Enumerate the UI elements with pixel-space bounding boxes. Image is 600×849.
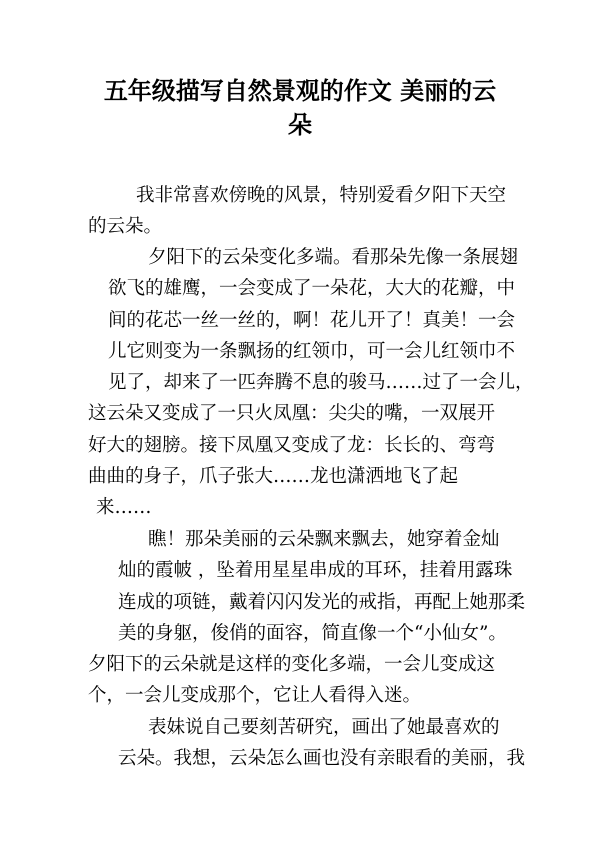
text-line: 连成的项链，戴着闪闪发光的戒指，再配上她那柔 [118, 591, 526, 613]
text-line: 间的花芯一丝一丝的，啊！花儿开了！真美！一会 [108, 309, 516, 331]
text-line: 见了，却来了一匹奔腾不息的骏马……过了一会儿， [108, 372, 534, 394]
text-line: 曲曲的身子，爪子张大……龙也潇洒地飞了起 [88, 466, 459, 488]
text-line: 我非常喜欢傍晚的风景，特别爱看夕阳下天空 [136, 185, 507, 206]
text-line: 云朵。我想，云朵怎么画也没有亲眼看的美丽，我 [118, 748, 526, 770]
text-line: 表妹说自己要刻苦研究，画出了她最喜欢的 [148, 717, 500, 738]
text-line: 好大的翅膀。接下凤凰又变成了龙：长长的、弯弯 [88, 434, 496, 456]
title-line-2: 朵 [288, 111, 312, 139]
text-line: 儿它则变为一条飘扬的红领巾，可一会儿红领巾不 [108, 340, 516, 362]
paragraph-2 [88, 242, 534, 524]
text-line: 来…… [96, 497, 152, 519]
text-line: 瞧！那朵美丽的云朵飘来飘去，她穿着金灿 [148, 529, 500, 550]
text-line: 灿的霞帔 ，坠着用星星串成的耳环，挂着用露珠 [118, 560, 513, 582]
title-line-1: 五年级描写自然景观的作文 美丽的云 [103, 77, 497, 105]
text-line: 美的身躯，俊俏的面容，简直像一个“小仙女”。 [118, 622, 507, 644]
text-line: 的云朵。 [88, 216, 163, 238]
paragraph-1 [88, 180, 507, 243]
text-line: 这云朵又变成了一只火凤凰：尖尖的嘴，一双展开 [88, 403, 496, 425]
text-line: 个，一会儿变成那个，它让人看得入迷。 [88, 685, 422, 707]
text-line: 欲飞的雄鹰，一会变成了一朵花，大大的花瓣，中 [108, 278, 516, 300]
paragraph-3 [88, 524, 526, 712]
document-title [0, 74, 600, 142]
text-line: 夕阳下的云朵就是这样的变化多端，一会儿变成这 [88, 654, 496, 676]
paragraph-4 [88, 712, 526, 775]
text-line: 夕阳下的云朵变化多端。看那朵先像一条展翅 [148, 247, 519, 268]
